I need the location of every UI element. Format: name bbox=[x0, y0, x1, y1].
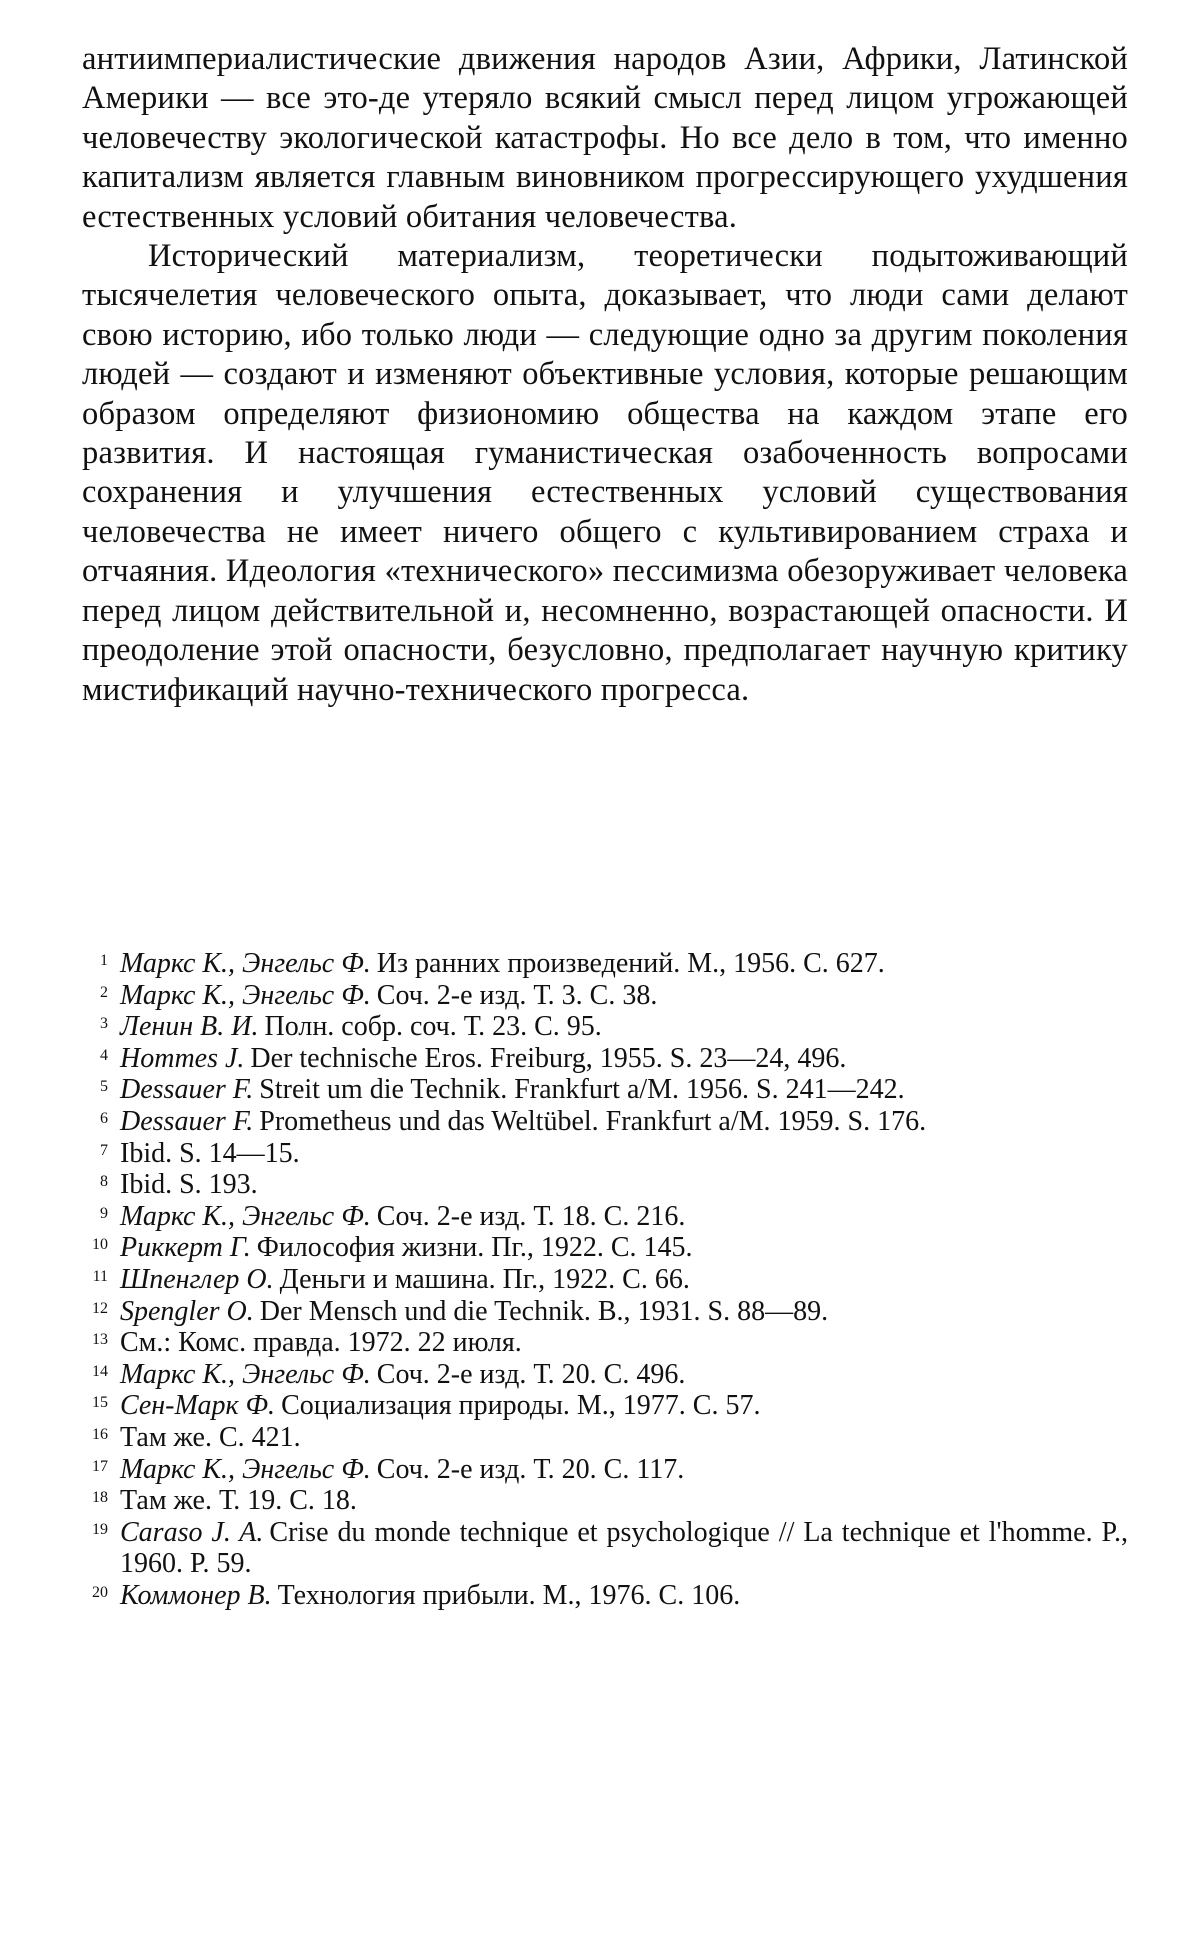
footnote bbox=[82, 1359, 1128, 1391]
footnote-text: Там же. Т. 19. С. 18. bbox=[120, 1485, 357, 1517]
footnote-number: 20 bbox=[92, 1583, 108, 1601]
footnote-text: Соч. 2-е изд. Т. 18. С. 216. bbox=[376, 1200, 686, 1232]
footnote-number: 11 bbox=[92, 1267, 108, 1285]
footnote bbox=[82, 1106, 1128, 1138]
footnote-author: Caraso J. A. bbox=[120, 1516, 264, 1548]
footnote-number: 12 bbox=[92, 1299, 108, 1317]
footnote-number: 8 bbox=[100, 1173, 108, 1191]
footnote-author: Hommes J. bbox=[120, 1042, 245, 1074]
footnote bbox=[82, 1232, 1128, 1264]
footnote bbox=[82, 980, 1128, 1012]
footnote-text: Der Mensch und die Technik. B., 1931. S. 88—89. bbox=[259, 1295, 829, 1327]
main-text bbox=[82, 40, 1128, 710]
footnote-author: Dessauer F. bbox=[120, 1105, 254, 1137]
footnote bbox=[82, 1390, 1128, 1422]
footnote-author: Маркс К., Энгельс Ф. bbox=[120, 1200, 371, 1232]
footnote-number: 9 bbox=[100, 1204, 108, 1222]
footnote bbox=[82, 1296, 1128, 1328]
footnote-text: Деньги и машина. Пг., 1922. С. 66. bbox=[279, 1263, 690, 1295]
footnote bbox=[82, 1138, 1128, 1170]
footnote-number: 6 bbox=[100, 1109, 108, 1127]
footnote-author: Spengler O. bbox=[120, 1295, 254, 1327]
footnote bbox=[82, 1201, 1128, 1233]
footnote bbox=[82, 1074, 1128, 1106]
footnote-number: 17 bbox=[92, 1457, 108, 1475]
footnote-text: Ibid. S. 193. bbox=[120, 1169, 258, 1201]
footnote-number: 13 bbox=[92, 1331, 108, 1349]
footnote-author: Маркс К., Энгельс Ф. bbox=[120, 979, 371, 1011]
footnote-author: Маркс К., Энгельс Ф. bbox=[120, 1453, 371, 1485]
paragraph: Исторический материализм, теоретически подытоживающий тысячелетия человеческого опыта, доказывает, что люди сами делают свою историю, ибо только люди — следующие одно за другим поколения людей — создают и изменяют объективные условия, которые решающим образом определяют физиономию общества на каждом этапе его развития. И настоящая гуманистическая озабоченность вопросами сохранения и улучшения естественных условий существования человечества не имеет ничего общего с культивированием страха и отчаяния. Идеология «технического» пессимизма обезоруживает человека перед лицом действительной и, несомненно, возрастающей опасности. И преодоление этой опасности, безусловно, предполагает научную критику мистификаций научно-технического прогресса. bbox=[82, 238, 1128, 708]
footnote-author: Сен-Марк Ф. bbox=[120, 1390, 276, 1422]
footnote-number: 3 bbox=[100, 1015, 108, 1033]
footnote-number: 1 bbox=[100, 952, 108, 969]
footnote-text: Социализация природы. М., 1977. С. 57. bbox=[281, 1390, 761, 1422]
footnotes bbox=[82, 948, 1128, 1611]
footnote-text: Там же. С. 421. bbox=[120, 1421, 301, 1453]
footnote-text: См.: Комс. правда. 1972. 22 июля. bbox=[120, 1327, 522, 1359]
footnote-number: 16 bbox=[92, 1425, 108, 1443]
footnote-author: Dessauer F. bbox=[120, 1074, 254, 1106]
footnote-number: 7 bbox=[100, 1141, 108, 1159]
footnote-author: Шпенглер О. bbox=[120, 1263, 274, 1295]
footnote-number: 10 bbox=[92, 1236, 108, 1254]
footnote-number: 2 bbox=[100, 983, 108, 1001]
footnote-text: Соч. 2-е изд. Т. 20. С. 117. bbox=[376, 1453, 685, 1485]
footnote bbox=[82, 1264, 1128, 1296]
footnote-text: Prometheus und das Weltübel. Frankfurt a/M. 1959. S. 176. bbox=[259, 1105, 927, 1137]
footnote-number: 5 bbox=[100, 1078, 108, 1096]
footnote bbox=[82, 1517, 1128, 1580]
footnote bbox=[82, 1422, 1128, 1454]
footnote bbox=[82, 948, 1128, 980]
footnote-author: Коммонер В. bbox=[120, 1579, 272, 1611]
paragraph: антиимпериалистические движения народов Азии, Африки, Латинской Америки — все это-де утеряло всякий смысл перед лицом угрожающей человечеству экологической катастрофы. Но все дело в том, что именно капитализм является главным виновником прогрессирующего ухудшения естественных условий обитания человечества. bbox=[82, 41, 1128, 235]
footnote-author: Маркс К., Энгельс Ф. bbox=[120, 1358, 371, 1390]
footnote-number: 19 bbox=[92, 1520, 108, 1538]
footnote bbox=[82, 1011, 1128, 1043]
footnote bbox=[82, 1454, 1128, 1486]
footnote bbox=[82, 1327, 1128, 1359]
footnote-author: Риккерт Г. bbox=[120, 1232, 251, 1264]
footnote-text: Der technische Eros. Freiburg, 1955. S. 23—24, 496. bbox=[250, 1042, 847, 1074]
footnote bbox=[82, 1043, 1128, 1075]
footnote-text: Из ранних произведений. М., 1956. С. 627. bbox=[376, 948, 885, 979]
footnote-text: Ibid. S. 14—15. bbox=[120, 1137, 300, 1169]
footnote-number: 18 bbox=[92, 1489, 108, 1507]
footnote-text: Полн. собр. соч. Т. 23. С. 95. bbox=[264, 1011, 602, 1043]
footnote-number: 14 bbox=[92, 1362, 108, 1380]
footnote bbox=[82, 1580, 1128, 1612]
footnote-text: Философия жизни. Пг., 1922. С. 145. bbox=[256, 1232, 693, 1264]
footnote-text: Crise du monde technique et psychologique // La technique et l'homme. P., 1960. P. 59. bbox=[120, 1516, 1128, 1580]
footnote-author: Ленин В. И. bbox=[120, 1011, 259, 1043]
footnote bbox=[82, 1485, 1128, 1517]
footnote-number: 15 bbox=[92, 1394, 108, 1412]
footnote-number: 4 bbox=[100, 1046, 108, 1064]
footnote bbox=[82, 1169, 1128, 1201]
footnote-text: Streit um die Technik. Frankfurt a/M. 1956. S. 241—242. bbox=[259, 1074, 905, 1106]
footnote-author: Маркс К., Энгельс Ф. bbox=[120, 948, 371, 979]
footnote-text: Технология прибыли. М., 1976. С. 106. bbox=[277, 1579, 741, 1611]
footnote-text: Соч. 2-е изд. Т. 20. С. 496. bbox=[376, 1358, 686, 1390]
footnote-text: Соч. 2-е изд. Т. 3. С. 38. bbox=[376, 979, 658, 1011]
